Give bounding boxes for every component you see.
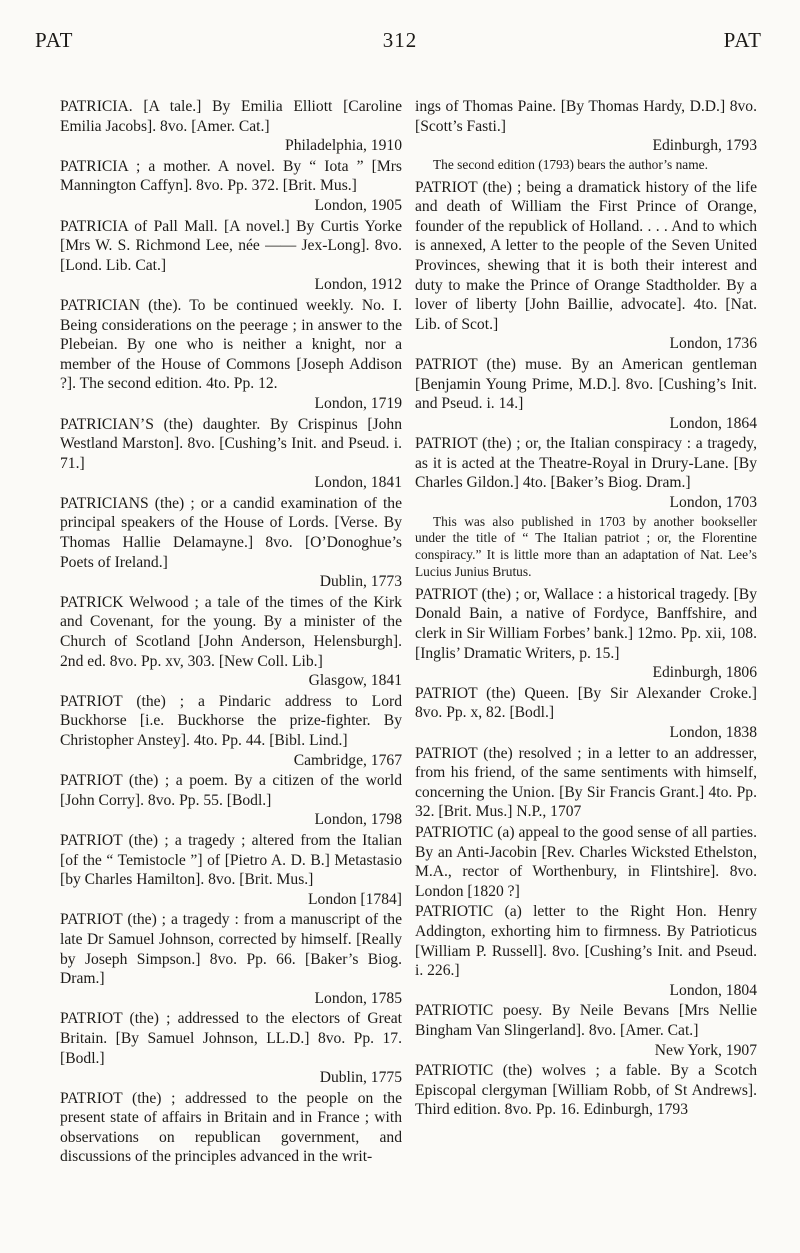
bibliography-entry — [60, 771, 402, 830]
bibliography-entry — [60, 1089, 402, 1167]
entry-text: PATRIOT (the) ; addressed to the people on the present state of affairs in Britain and in France ; with observations on republican government, and discussions of the principles advanced in the writ- — [60, 1089, 402, 1166]
entry-text: PATRIOTIC (a) letter to the Right Hon. Henry Addington, exhorting him to firmness. By Patrioticus [William P. Russell]. 8vo. [Cushing’s Init. and Pseud. i. 226.] — [415, 903, 757, 980]
entry-imprint: Glasgow, 1841 — [308, 672, 402, 690]
bibliography-entry — [60, 692, 402, 770]
entry-imprint: Dublin, 1775 — [319, 1069, 402, 1087]
entry-imprint: London, 1785 — [314, 989, 402, 1007]
entry-imprint: London, 1703 — [669, 494, 757, 512]
entry-text: PATRIOTIC (the) wolves ; a fable. By a Scotch Episcopal clergyman [William Robb, of St Andrews]. Third edition. 8vo. Pp. 16. Edinburgh, 1793 — [415, 1062, 757, 1119]
entry-imprint: Edinburgh, 1793 — [652, 137, 757, 155]
bibliography-entry — [415, 1061, 757, 1120]
entry-text: PATRIOT (the) ; addressed to the electors of Great Britain. [By Samuel Johnson, LL.D.] 8vo. Pp. 17. [Bodl.] — [60, 1010, 402, 1067]
entry-imprint: Cambridge, 1767 — [293, 751, 402, 769]
entry-imprint: London, 1838 — [669, 724, 757, 742]
entry-text: PATRICIAN’S (the) daughter. By Crispinus [John Westland Marston]. 8vo. [Cushing’s Init. and Pseud. i. 71.] — [60, 415, 402, 472]
entry-note: The second edition (1793) bears the author’s name. — [433, 156, 708, 172]
bibliography-entry — [60, 157, 402, 216]
entry-text: PATRIOTIC poesy. By Neile Bevans [Mrs Nellie Bingham Van Slingerland]. 8vo. [Amer. Cat.] — [415, 1002, 757, 1039]
left-column — [60, 97, 402, 1168]
entry-text: PATRICIANS (the) ; or a candid examination of the principal speakers of the House of Lords. [Verse. By Thomas Hallie Delamayne.] 8vo. [O’Donoghue’s Poets of Ireland.] — [60, 494, 402, 571]
bibliography-entry — [60, 1009, 402, 1087]
entry-text: PATRIOT (the) Queen. [By Sir Alexander Croke.] 8vo. Pp. x, 82. [Bodl.] — [415, 684, 757, 722]
entry-imprint: London, 1912 — [314, 276, 402, 294]
entry-text: PATRIOT (the) ; being a dramatick history of the life and death of William the First Prince of Orange, founder of the republick of Holland. . . . And to which is annexed, A letter to the people of the Seven United Provinces, shewing that it is both their interest and duty to make the Prince of Orange Stadtholder. By a lover of liberty [John Baillie, advocate]. 4to. [Nat. Lib. of Scot.] — [415, 178, 757, 333]
entry-imprint: New York, 1907 — [654, 1041, 757, 1059]
entry-imprint: London [1784] — [308, 890, 402, 908]
bibliography-entry — [415, 97, 757, 156]
header-right-word: PAT — [723, 28, 762, 52]
entry-text: PATRIOTIC (a) appeal to the good sense of all parties. By an Anti-Jacobin [Rev. Charles Wicksted Ethelston, M.A., rector of Worthenbury, in Flintshire]. 8vo. London [1820 ?] — [415, 823, 757, 900]
entry-imprint: Dublin, 1773 — [319, 573, 402, 591]
entry-text: PATRIOT (the) ; a tragedy ; altered from the Italian [of the “ Temistocle ”] of [Pietro A. D. B.] Metastasio [by Charles Hamilton]. 8vo. [Brit. Mus.] — [60, 831, 402, 889]
entry-imprint: London, 1841 — [314, 474, 402, 492]
bibliography-entry — [60, 593, 402, 691]
right-column — [415, 97, 757, 1121]
bibliography-entry — [60, 415, 402, 493]
entry-text: PATRICIAN (the). To be continued weekly. No. I. Being considerations on the peerage ; in answer to the Plebeian. By one who is neither a knight, nor a member of the House of Commons [Joseph Addison ?]. The second edition. 4to. Pp. 12. — [60, 296, 402, 393]
bibliography-entry — [415, 684, 757, 743]
entry-text: PATRIOT (the) muse. By an American gentleman [Benjamin Young Prime, M.D.]. 8vo. [Cushing’s Init. and Pseud. i. 14.] — [415, 355, 757, 413]
entry-note: This was also published in 1703 by another bookseller under the title of “ The Italian patriot ; or, the Florentine conspiracy.” It is little more than an adaptation of Nat. Lee’s Lucius Junius Brutus. — [415, 513, 757, 580]
entry-text: PATRIOT (the) resolved ; in a letter to an addresser, from his friend, of the same sentiments with himself, concerning the Union. [By Sir Francis Grant.] 4to. Pp. 32. [Brit. Mus.] N.P., 1707 — [415, 744, 757, 821]
bibliography-entry — [60, 97, 402, 156]
bibliography-entry — [415, 1001, 757, 1060]
entry-text: PATRIOT (the) ; a Pindaric address to Lord Buckhorse [i.e. Buckhorse the prize-fighter. By Christopher Anstey]. 4to. Pp. 44. [Bibl. Lind.] — [60, 692, 402, 749]
bibliography-entry — [415, 585, 757, 683]
entry-imprint: Edinburgh, 1806 — [652, 664, 757, 682]
entry-imprint: Philadelphia, 1910 — [285, 137, 402, 155]
entry-text: PATRICIA of Pall Mall. [A novel.] By Curtis Yorke [Mrs W. S. Richmond Lee, née —— Jex-Long]. 8vo. [Lond. Lib. Cat.] — [60, 217, 402, 274]
entry-text: PATRICK Welwood ; a tale of the times of the Kirk and Covenant, for the young. By a minister of the Church of Scotland [John Anderson, Helensburgh]. 2nd ed. 8vo. Pp. xv, 303. [New Coll. Lib.] — [60, 593, 402, 670]
bibliography-entry — [415, 823, 757, 901]
entry-text: ings of Thomas Paine. [By Thomas Hardy, D.D.] 8vo. [Scott’s Fasti.] — [415, 98, 757, 135]
bibliography-entry — [415, 355, 757, 433]
entry-text: PATRICIA ; a mother. A novel. By “ Iota ” [Mrs Mannington Caffyn]. 8vo. Pp. 372. [Brit. Mus.] — [60, 157, 402, 195]
bibliography-entry — [415, 434, 757, 512]
entry-text: PATRIOT (the) ; or, Wallace : a historical tragedy. [By Donald Bain, a native of Fordyce, Banffshire, and clerk in Sir William Forbes’ bank.] 12mo. Pp. xii, 108. [Inglis’ Dramatic Writers, p. 15.] — [415, 585, 757, 662]
bibliography-entry — [60, 296, 402, 414]
bibliography-entry — [415, 744, 757, 822]
entry-imprint: London, 1736 — [669, 335, 757, 353]
header-left-word: PAT — [35, 28, 74, 52]
page-number: 312 — [382, 28, 418, 52]
bibliography-entry — [415, 902, 757, 1000]
bibliography-entry — [60, 217, 402, 295]
bibliography-entry — [60, 910, 402, 1008]
running-header — [0, 18, 800, 58]
entry-text: PATRICIA. [A tale.] By Emilia Elliott [Caroline Emilia Jacobs]. 8vo. [Amer. Cat.] — [60, 98, 402, 135]
bibliography-entry — [60, 831, 402, 909]
entry-imprint: London, 1798 — [314, 811, 402, 829]
entry-imprint: London, 1864 — [669, 414, 757, 432]
entry-imprint: London, 1905 — [314, 196, 402, 214]
entry-text: PATRIOT (the) ; a tragedy : from a manuscript of the late Dr Samuel Johnson, corrected by himself. [Really by Joseph Simpson.] 8vo. Pp. 66. [Baker’s Biog. Dram.] — [60, 911, 402, 988]
entry-text: PATRIOT (the) ; or, the Italian conspiracy : a tragedy, as it is acted at the Theatre-Royal in Drury-Lane. [By Charles Gildon.] 4to. [Baker’s Biog. Dram.] — [415, 435, 757, 492]
bibliography-entry — [60, 494, 402, 592]
entry-imprint: London, 1804 — [669, 981, 757, 999]
entry-text: PATRIOT (the) ; a poem. By a citizen of the world [John Corry]. 8vo. Pp. 55. [Bodl.] — [60, 772, 402, 809]
bibliography-entry — [415, 178, 757, 354]
entry-imprint: London, 1719 — [314, 394, 402, 412]
